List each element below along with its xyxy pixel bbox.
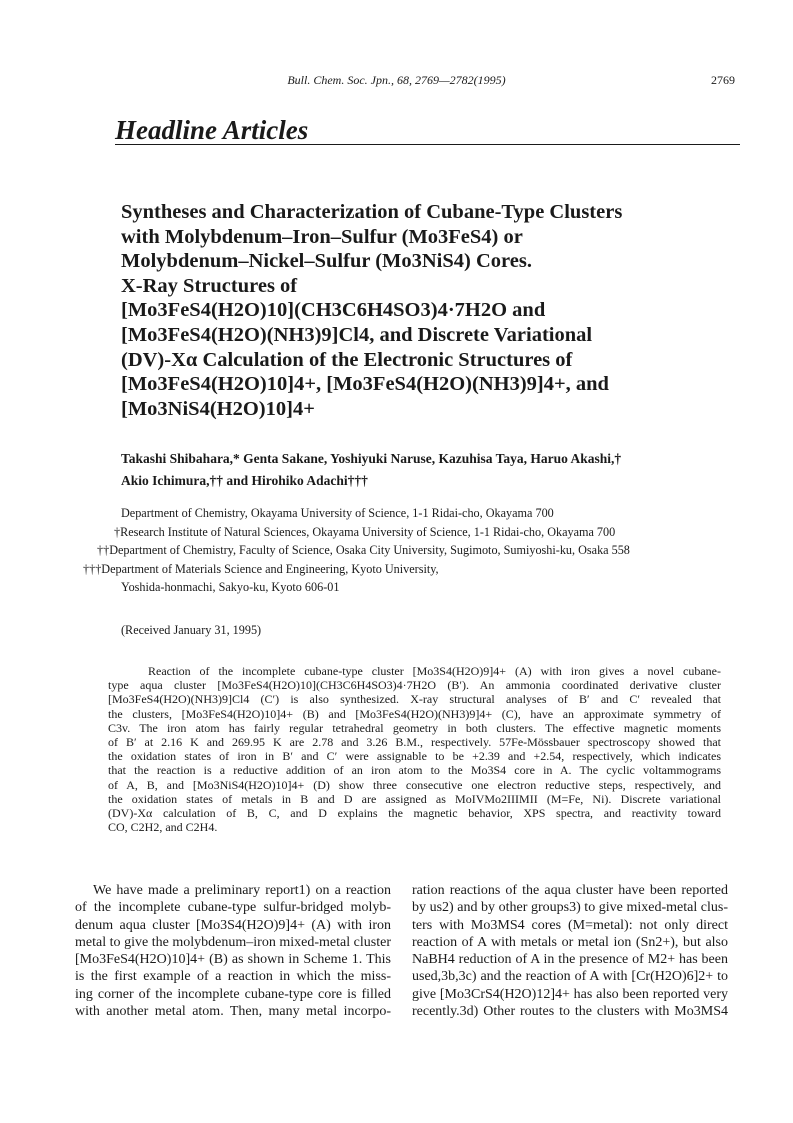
abstract-line: that the reaction is a reductive addition of an iron atom to the Mo3S4 core in A. The cyclic voltammograms [108, 763, 721, 778]
abstract-line: (DV)-Xα calculation of B, C, and D explains the magnetic behavior, XPS spectra, and reactivity toward [108, 806, 721, 821]
affiliation-line: Yoshida-honmachi, Sakyo-ku, Kyoto 606-01 [121, 580, 340, 595]
abstract-line: the clusters, [Mo3FeS4(H2O)10]4+ (B) and [Mo3FeS4(H2O)(NH3)9]4+ (C), have an approximate symmetry of [108, 706, 721, 721]
title-line: X-Ray Structures of [121, 274, 298, 297]
affiliation-line: ††Department of Chemistry, Faculty of Science, Osaka City University, Sugimoto, Sumiyoshi-ku, Osaka 558 [97, 543, 630, 558]
body-line: NaBH4 reduction of A in the presence of M2+ has been [412, 952, 728, 968]
article-title [121, 200, 761, 421]
running-head: Bull. Chem. Soc. Jpn., 68, 2769—2782(1995) [287, 73, 506, 87]
body-line: denum aqua cluster [Mo3S4(H2O)9]4+ (A) with iron [75, 917, 391, 933]
affiliation-line: †Research Institute of Natural Sciences, Okayama University of Science, 1-1 Ridai-cho, Okayama 700 [114, 524, 616, 539]
abstract-line: of B′ at 2.16 K and 269.95 K are 2.78 and 3.26 B.M., respectively. 57Fe-Mössbauer spectroscopy showed that [108, 735, 721, 750]
author-list [121, 448, 761, 492]
body-line: recently.3d) Other routes to the clusters with Mo3MS4 [412, 1004, 728, 1020]
page-number: 2769 [711, 73, 735, 87]
title-line: Molybdenum–Nickel–Sulfur (Mo3NiS4) Cores. [121, 250, 532, 273]
body-line: reaction of A with metals or metal ion (Sn2+), but also [412, 934, 728, 950]
body-column-right [412, 882, 728, 1020]
abstract-line: C3v. The iron atom has fairly regular tetrahedral geometry in both clusters. The effective magnetic moments [108, 720, 721, 735]
title-line: (DV)-Xα Calculation of the Electronic Structures of [121, 348, 573, 371]
body-line: by us2) and by other groups3) to give mixed-metal clus- [412, 900, 728, 916]
abstract-line: of A, B, and [Mo3NiS4(H2O)10]4+ (D) show three consecutive one electron reductive steps, respectively, and [108, 777, 721, 792]
body-line: with another metal atom. Then, many metal incorpo- [75, 1004, 391, 1020]
title-line: [Mo3NiS4(H2O)10]4+ [121, 397, 315, 420]
title-line: [Mo3FeS4(H2O)10](CH3C6H4SO3)4·7H2O and [121, 299, 546, 322]
body-line: metal to give the molybdenum–iron mixed-metal cluster [75, 934, 391, 950]
abstract-line: the oxidation states of iron in B′ and C′ were assignable to be +2.39 and +2.54, respectively, which indicates [108, 749, 721, 764]
body-line: [Mo3FeS4(H2O)10]4+ (B) as shown in Scheme 1. This [75, 952, 391, 968]
affiliation-line: Department of Chemistry, Okayama University of Science, 1-1 Ridai-cho, Okayama 700 [121, 506, 554, 520]
author-line: Akio Ichimura,†† and Hirohiko Adachi††† [121, 473, 368, 488]
section-label: Headline Articles [115, 115, 309, 145]
title-line: with Molybdenum–Iron–Sulfur (Mo3FeS4) or [121, 225, 523, 248]
abstract-line: [Mo3FeS4(H2O)(NH3)9]Cl4 (C′) is also synthesized. X-ray structural analyses of B′ and C′ revealed that [108, 692, 721, 707]
title-line: [Mo3FeS4(H2O)10]4+, [Mo3FeS4(H2O)(NH3)9]4+, and [121, 373, 609, 396]
body-line: We have made a preliminary report1) on a reaction [93, 883, 391, 898]
abstract-line: the oxidation states of metals in B and D are assigned as MoIVMo2IIIMII (M=Fe, Ni). Discrete variational [108, 791, 721, 806]
abstract-line: CO, C2H2, and C2H4. [108, 820, 218, 835]
received-date: (Received January 31, 1995) [121, 623, 262, 637]
affiliations [74, 504, 774, 597]
body-column-left [75, 882, 391, 1020]
author-line: Takashi Shibahara,* Genta Sakane, Yoshiyuki Naruse, Kazuhisa Taya, Haruo Akashi,† [121, 451, 622, 466]
title-line: Syntheses and Characterization of Cubane-Type Clusters [121, 201, 623, 223]
body-line: is the first example of a reaction in which the miss- [75, 969, 391, 985]
abstract-line: Reaction of the incomplete cubane-type cluster [Mo3S4(H2O)9]4+ (A) with iron gives a novel cubane- [148, 664, 721, 678]
body-line: ing corner of the incomplete cubane-type core is filled [75, 986, 391, 1002]
body-line: ters with Mo3MS4 cores (M=metal): not only direct [412, 917, 728, 933]
abstract [108, 664, 721, 834]
body-line: give [Mo3CrS4(H2O)12]4+ has also been reported very [412, 986, 728, 1002]
title-line: [Mo3FeS4(H2O)(NH3)9]Cl4, and Discrete Variational [121, 323, 593, 346]
affiliation-line: †††Department of Materials Science and Engineering, Kyoto University, [83, 561, 439, 576]
body-line: of the incomplete cubane-type sulfur-bridged molyb- [75, 900, 391, 916]
abstract-line: type aqua cluster [Mo3FeS4(H2O)10](CH3C6H4SO3)4·7H2O (B′). An ammonia coordinated derivative cluster [108, 678, 721, 693]
section-rule [115, 144, 740, 145]
body-line: used,3b,3c) and the reaction of A with [Cr(H2O)6]2+ to [412, 969, 728, 985]
body-line: ration reactions of the aqua cluster have been reported [412, 883, 728, 898]
